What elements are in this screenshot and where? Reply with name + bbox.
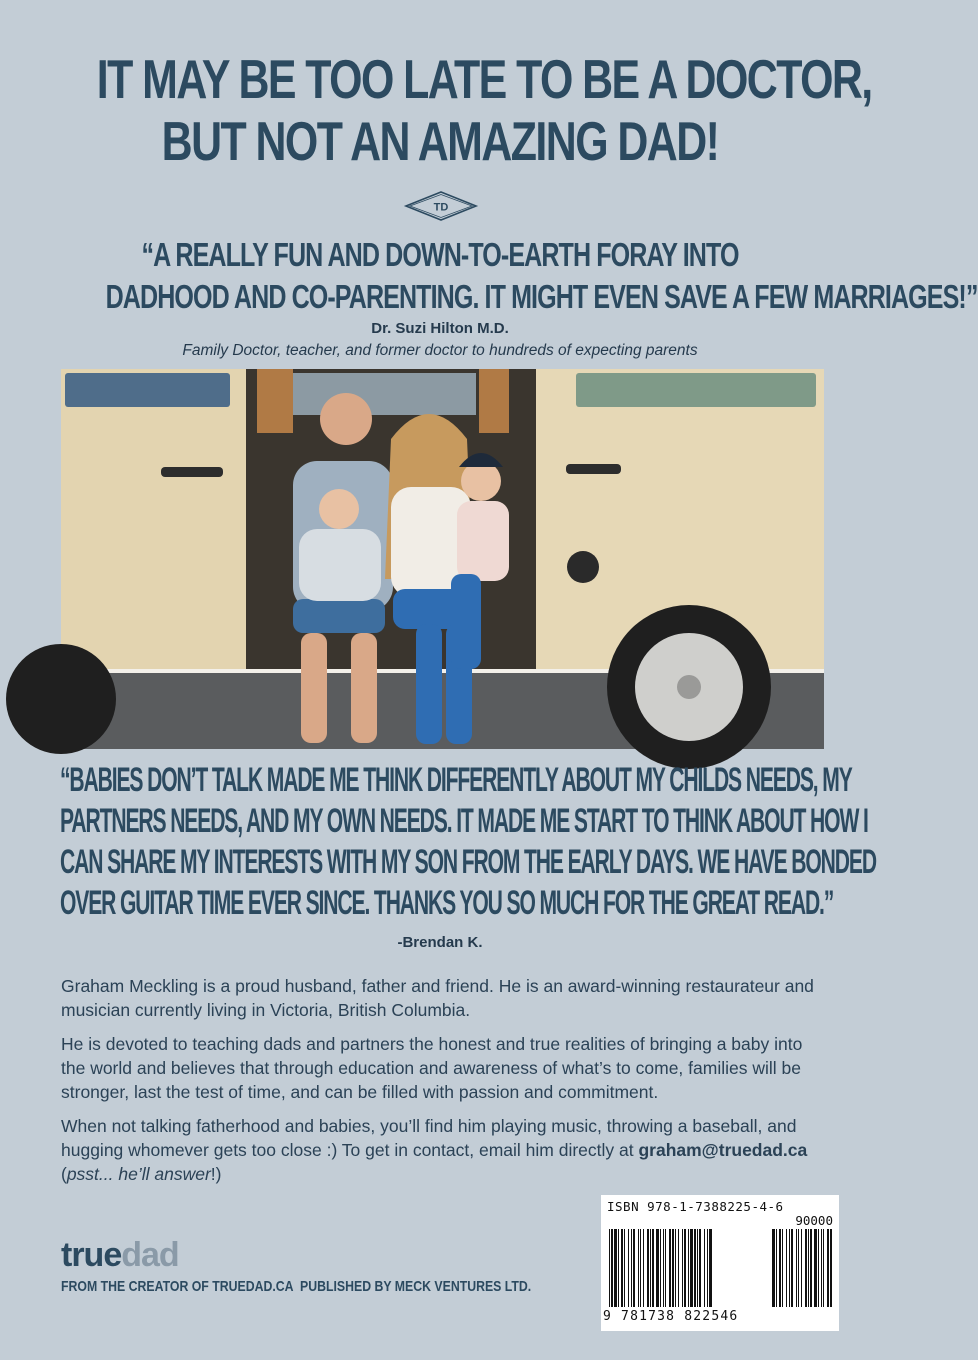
bio-aside-close: !) xyxy=(210,1164,222,1184)
testimonial-line-3: CAN SHARE MY INTERESTS WITH MY SON FROM THE EARLY DAYS. WE HAVE BONDED xyxy=(60,843,876,881)
barcode-bar xyxy=(663,1229,664,1307)
price-barcode-bar xyxy=(808,1229,809,1307)
testimonial-line-2: PARTNERS NEEDS, AND MY OWN NEEDS. IT MADE ME START TO THINK ABOUT HOW I xyxy=(60,802,868,840)
td-diamond-logo-icon xyxy=(404,190,478,222)
endorsement-author: Dr. Suzi Hilton M.D. xyxy=(371,320,509,337)
endorsement-quote-line-2: DADHOOD AND CO-PARENTING. IT MIGHT EVEN SAVE A FEW MARRIAGES!” xyxy=(105,278,978,315)
barcode-bar xyxy=(656,1229,659,1307)
barcode-bar xyxy=(650,1229,651,1307)
bio-aside-open: ( xyxy=(61,1164,67,1184)
barcode-bar xyxy=(628,1229,629,1307)
barcode-bar xyxy=(707,1229,708,1307)
endorsement-quote-line-1: “A REALLY FUN AND DOWN-TO-EARTH FORAY INTO xyxy=(141,236,739,273)
barcode-bar xyxy=(688,1229,689,1307)
barcode-bar xyxy=(609,1229,610,1307)
barcode-bar xyxy=(618,1229,619,1307)
price-code: 90000 xyxy=(795,1213,833,1228)
price-barcode-bar xyxy=(789,1229,790,1307)
price-barcode-bar xyxy=(814,1229,817,1307)
price-barcode-bar xyxy=(782,1229,783,1307)
endorsement-quote xyxy=(105,234,978,318)
headline xyxy=(96,48,872,172)
testimonial-author: -Brendan K. xyxy=(397,934,483,951)
barcode-bar xyxy=(697,1229,698,1307)
testimonial-line-4: OVER GUITAR TIME EVER SINCE. THANKS YOU SO MUCH FOR THE GREAT READ.” xyxy=(60,884,834,922)
author-bio xyxy=(61,974,823,1196)
barcode-bar xyxy=(631,1229,632,1307)
barcode-bar xyxy=(665,1229,666,1307)
barcode-bar xyxy=(699,1229,701,1307)
price-barcode-bar xyxy=(791,1229,793,1307)
price-barcode-bar xyxy=(818,1229,819,1307)
barcode-bar xyxy=(669,1229,671,1307)
barcode-bar xyxy=(678,1229,679,1307)
barcode-bar xyxy=(704,1229,705,1307)
barcode-bar xyxy=(660,1229,661,1307)
truedad-logo xyxy=(61,1236,179,1275)
price-barcode-bar xyxy=(798,1229,799,1307)
isbn-number: ISBN 978-1-7388225-4-6 xyxy=(607,1199,784,1214)
barcode-bar xyxy=(643,1229,644,1307)
price-barcode-bar xyxy=(823,1229,824,1307)
logo-part-dad: dad xyxy=(121,1236,179,1274)
author-email: graham@truedad.ca xyxy=(638,1140,808,1160)
price-barcode-bar xyxy=(776,1229,777,1307)
barcode-bars xyxy=(607,1229,833,1309)
reader-testimonial xyxy=(60,760,876,924)
price-barcode-bar xyxy=(796,1229,797,1307)
bio-paragraph-3 xyxy=(61,1114,823,1186)
price-barcode-bar xyxy=(772,1229,775,1307)
headline-line-2: BUT NOT AN AMAZING DAD! xyxy=(161,110,719,172)
barcode-bar xyxy=(633,1229,635,1307)
price-barcode-bar xyxy=(830,1229,832,1307)
price-barcode-bar xyxy=(801,1229,802,1307)
logo-part-true: true xyxy=(61,1236,122,1274)
price-barcode-bar xyxy=(827,1229,829,1307)
price-barcode-bar xyxy=(779,1229,781,1307)
barcode-bar xyxy=(614,1229,617,1307)
footer-publisher: PUBLISHED BY MECK VENTURES LTD. xyxy=(300,1278,532,1295)
bio-paragraph-2: He is devoted to teaching dads and partners the honest and true realities of bringing a baby into the world and believes that through education and awareness of what’s to come, families will be stronger, last the test of time, and can be filled with passion and commitment. xyxy=(61,1034,803,1102)
testimonial-line-1: “BABIES DON’T TALK MADE ME THINK DIFFERENTLY ABOUT MY CHILDS NEEDS, MY xyxy=(60,761,852,799)
family-van-photo xyxy=(61,369,824,749)
barcode-bar xyxy=(672,1229,674,1307)
barcode-bar xyxy=(694,1229,696,1307)
price-barcode-bar xyxy=(805,1229,807,1307)
barcode-bar xyxy=(624,1229,625,1307)
barcode-bar xyxy=(611,1229,613,1307)
footer-creator: FROM THE CREATOR OF TRUEDAD.CA xyxy=(61,1278,294,1295)
barcode-bar xyxy=(682,1229,683,1307)
barcode-bar xyxy=(640,1229,641,1307)
bio-paragraph-3-text: When not talking fatherhood and babies, you’ll find him playing music, throwing a baseball, and hugging whomever gets too close :) To get in contact, email him directly at xyxy=(61,1116,797,1160)
isbn-barcode xyxy=(601,1195,839,1331)
price-barcode-bar xyxy=(786,1229,787,1307)
barcode-bar xyxy=(709,1229,712,1307)
barcode-bar xyxy=(690,1229,693,1307)
endorsement-author-role: Family Doctor, teacher, and former doctor to hundreds of expecting parents xyxy=(182,342,698,359)
td-mark-text: TD xyxy=(433,201,449,214)
barcode-bar xyxy=(675,1229,676,1307)
bio-paragraph-1: Graham Meckling is a proud husband, father and friend. He is an award-winning restaurateur and musician currently living in Victoria, British Columbia. xyxy=(61,976,814,1020)
ean-digits: 9 781738 822546 xyxy=(603,1309,739,1324)
barcode-bar xyxy=(621,1229,623,1307)
price-barcode-bar xyxy=(821,1229,822,1307)
headline-line-1: IT MAY BE TOO LATE TO BE A DOCTOR, xyxy=(96,48,872,110)
barcode-bar xyxy=(647,1229,649,1307)
barcode-bar xyxy=(684,1229,686,1307)
price-barcode-bar xyxy=(810,1229,812,1307)
barcode-bar xyxy=(638,1229,639,1307)
barcode-bar xyxy=(652,1229,654,1307)
bio-aside: psst... he’ll answer xyxy=(66,1164,211,1184)
